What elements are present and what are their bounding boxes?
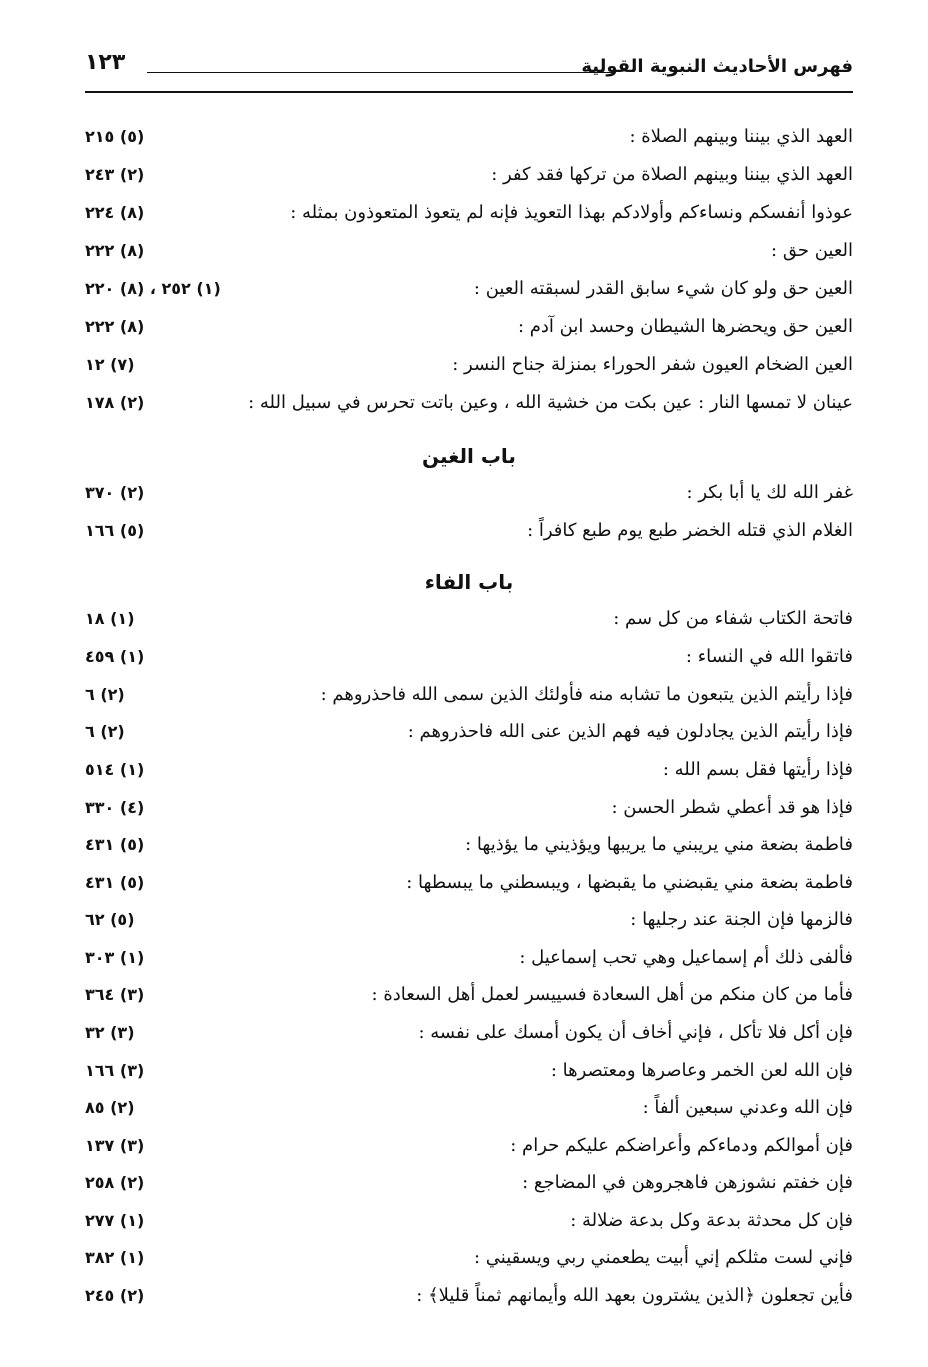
volume-page-ref: (١) ٤٥٩ (85, 647, 145, 666)
hadith-text: فأما من كان منكم من أهل السعادة فسييسر لعمل أهل السعادة : (371, 984, 853, 1005)
hadith-text: عينان لا تمسها النار : عين بكت من خشية الله ، وعين باتت تحرس في سبيل الله : (248, 392, 853, 413)
hadith-text: العين حق : (771, 240, 853, 261)
hadith-text: عوذوا أنفسكم ونساءكم وأولادكم بهذا التعويذ فإنه لم يتعوذ المتعوذون بمثله : (290, 202, 853, 223)
hadith-text: فإذا هو قد أعطي شطر الحسن : (611, 797, 853, 818)
hadith-text: العهد الذي بيننا وبينهم الصلاة من تركها فقد كفر : (491, 164, 853, 185)
hadith-text: غفر الله لك يا أبا بكر : (686, 482, 853, 503)
volume-page-ref: (١) ٣٨٢ (85, 1248, 145, 1267)
index-entry (85, 238, 853, 272)
index-entry (85, 870, 853, 904)
index-entry (85, 1245, 853, 1279)
volume-page-ref: (٣) ٣٢ (85, 1023, 135, 1042)
hadith-text: فاتحة الكتاب شفاء من كل سم : (613, 608, 853, 629)
index-entry (85, 1020, 853, 1054)
index-entry (85, 795, 853, 829)
index-entry (85, 644, 853, 678)
volume-page-ref: (٣) ٣٦٤ (85, 985, 145, 1004)
volume-page-ref: (١) ١٨ (85, 609, 135, 628)
index-entry (85, 719, 853, 753)
index-entry (85, 606, 853, 640)
index-entry (85, 480, 853, 514)
hadith-text: فإن أموالكم ودماءكم وأعراضكم عليكم حرام : (510, 1135, 853, 1156)
hadith-text: فإن الله وعدني سبعين ألفاً : (642, 1097, 853, 1118)
volume-page-ref: (٤) ٣٣٠ (85, 798, 145, 817)
volume-page-ref: (٢) ٢٥٨ (85, 1173, 145, 1192)
volume-page-ref: (٥) ٦٢ (85, 910, 135, 929)
hadith-text: العين حق ولو كان شيء سابق القدر لسبقته العين : (473, 278, 853, 299)
volume-page-ref: (٢) ٦ (85, 685, 125, 704)
volume-page-ref: (٢) ٣٧٠ (85, 483, 145, 502)
hadith-text: الغلام الذي قتله الخضر طبع يوم طبع كافراً : (527, 520, 853, 541)
volume-page-ref: (٥) ٤٣١ (85, 835, 145, 854)
hadith-text: فألفى ذلك أم إسماعيل وهي تحب إسماعيل : (519, 947, 853, 968)
index-entry (85, 276, 853, 310)
volume-page-ref: (٧) ١٢ (85, 355, 135, 374)
volume-page-ref: (٥) ١٦٦ (85, 521, 145, 540)
index-entry (85, 1208, 853, 1242)
hadith-text: العين حق ويحضرها الشيطان وحسد ابن آدم : (517, 316, 853, 337)
volume-page-ref: (٣) ١٣٧ (85, 1136, 145, 1155)
volume-page-ref: (٢) ١٧٨ (85, 393, 145, 412)
page-number: ١٢٣ (85, 50, 126, 75)
hadith-text: فإن الله لعن الخمر وعاصرها ومعتصرها : (550, 1060, 853, 1081)
index-entry (85, 124, 853, 158)
hadith-text: العهد الذي بيننا وبينهم الصلاة : (629, 126, 853, 147)
hadith-text: فأين تجعلون ﴿الذين يشترون بعهد الله وأيمانهم ثمناً قليلا﴾ : (416, 1285, 853, 1306)
volume-page-ref: (٢) ٢٤٣ (85, 165, 145, 184)
hadith-text: فإذا رأيتم الذين يتبعون ما تشابه منه فأولئك الذين سمى الله فاحذروهم : (320, 684, 853, 705)
index-entry (85, 314, 853, 348)
volume-page-ref: (٥) ٤٣١ (85, 873, 145, 892)
hadith-text: فاتقوا الله في النساء : (685, 646, 853, 667)
index-entry (85, 907, 853, 941)
index-entry (85, 390, 853, 424)
index-entry (85, 832, 853, 866)
index-entry (85, 982, 853, 1016)
index-entry (85, 682, 853, 716)
hadith-text: فإذا رأيتها فقل بسم الله : (662, 759, 853, 780)
volume-page-ref: (١) ٢٧٧ (85, 1211, 145, 1230)
index-entry (85, 757, 853, 791)
section-heading: باب الغين (422, 444, 516, 468)
index-entry (85, 200, 853, 234)
index-entry (85, 352, 853, 386)
hadith-text: فاطمة بضعة مني يقبضني ما يقبضها ، ويبسطني ما يبسطها : (406, 872, 853, 893)
hadith-text: فإذا رأيتم الذين يجادلون فيه فهم الذين عنى الله فاحذروهم : (407, 721, 853, 742)
volume-page-ref: (١) ٥١٤ (85, 760, 145, 779)
section-heading: باب الفاء (424, 570, 514, 594)
volume-page-ref: (٣) ١٦٦ (85, 1061, 145, 1080)
index-entry (85, 1133, 853, 1167)
index-entry (85, 518, 853, 552)
volume-page-ref: (٢) ٦ (85, 722, 125, 741)
index-entry (85, 1283, 853, 1317)
hadith-text: فالزمها فإن الجنة عند رجليها : (630, 909, 853, 930)
volume-page-ref: (٨) ٢٢٢ (85, 317, 145, 336)
volume-page-ref: (٢) ٨٥ (85, 1098, 135, 1117)
index-entry (85, 1170, 853, 1204)
running-title: فهرس الأحاديث النبوية القولية (581, 56, 853, 77)
header-rule (85, 91, 853, 93)
index-entry (85, 945, 853, 979)
index-entry (85, 1095, 853, 1129)
hadith-text: العين الضخام العيون شفر الحوراء بمنزلة جناح النسر : (452, 354, 853, 375)
volume-page-ref: (١) ٢٥٢ ، (٨) ٢٢٠ (85, 279, 221, 298)
index-entry (85, 1058, 853, 1092)
hadith-text: فاطمة بضعة مني يريبني ما يريبها ويؤذيني ما يؤذيها : (465, 834, 853, 855)
volume-page-ref: (١) ٣٠٣ (85, 948, 145, 967)
hadith-text: فإن كل محدثة بدعة وكل بدعة ضلالة : (570, 1210, 853, 1231)
hadith-text: فإني لست مثلكم إني أبيت يطعمني ربي ويسقيني : (474, 1247, 853, 1268)
hadith-text: فإن خفتم نشوزهن فاهجروهن في المضاجع : (522, 1172, 853, 1193)
page-header (85, 46, 853, 90)
volume-page-ref: (٢) ٢٤٥ (85, 1286, 145, 1305)
index-entry (85, 162, 853, 196)
volume-page-ref: (٥) ٢١٥ (85, 127, 145, 146)
volume-page-ref: (٨) ٢٢٢ (85, 241, 145, 260)
hadith-text: فإن أكل فلا تأكل ، فإني أخاف أن يكون أمسك على نفسه : (418, 1022, 853, 1043)
header-line (147, 72, 613, 73)
volume-page-ref: (٨) ٢٢٤ (85, 203, 145, 222)
